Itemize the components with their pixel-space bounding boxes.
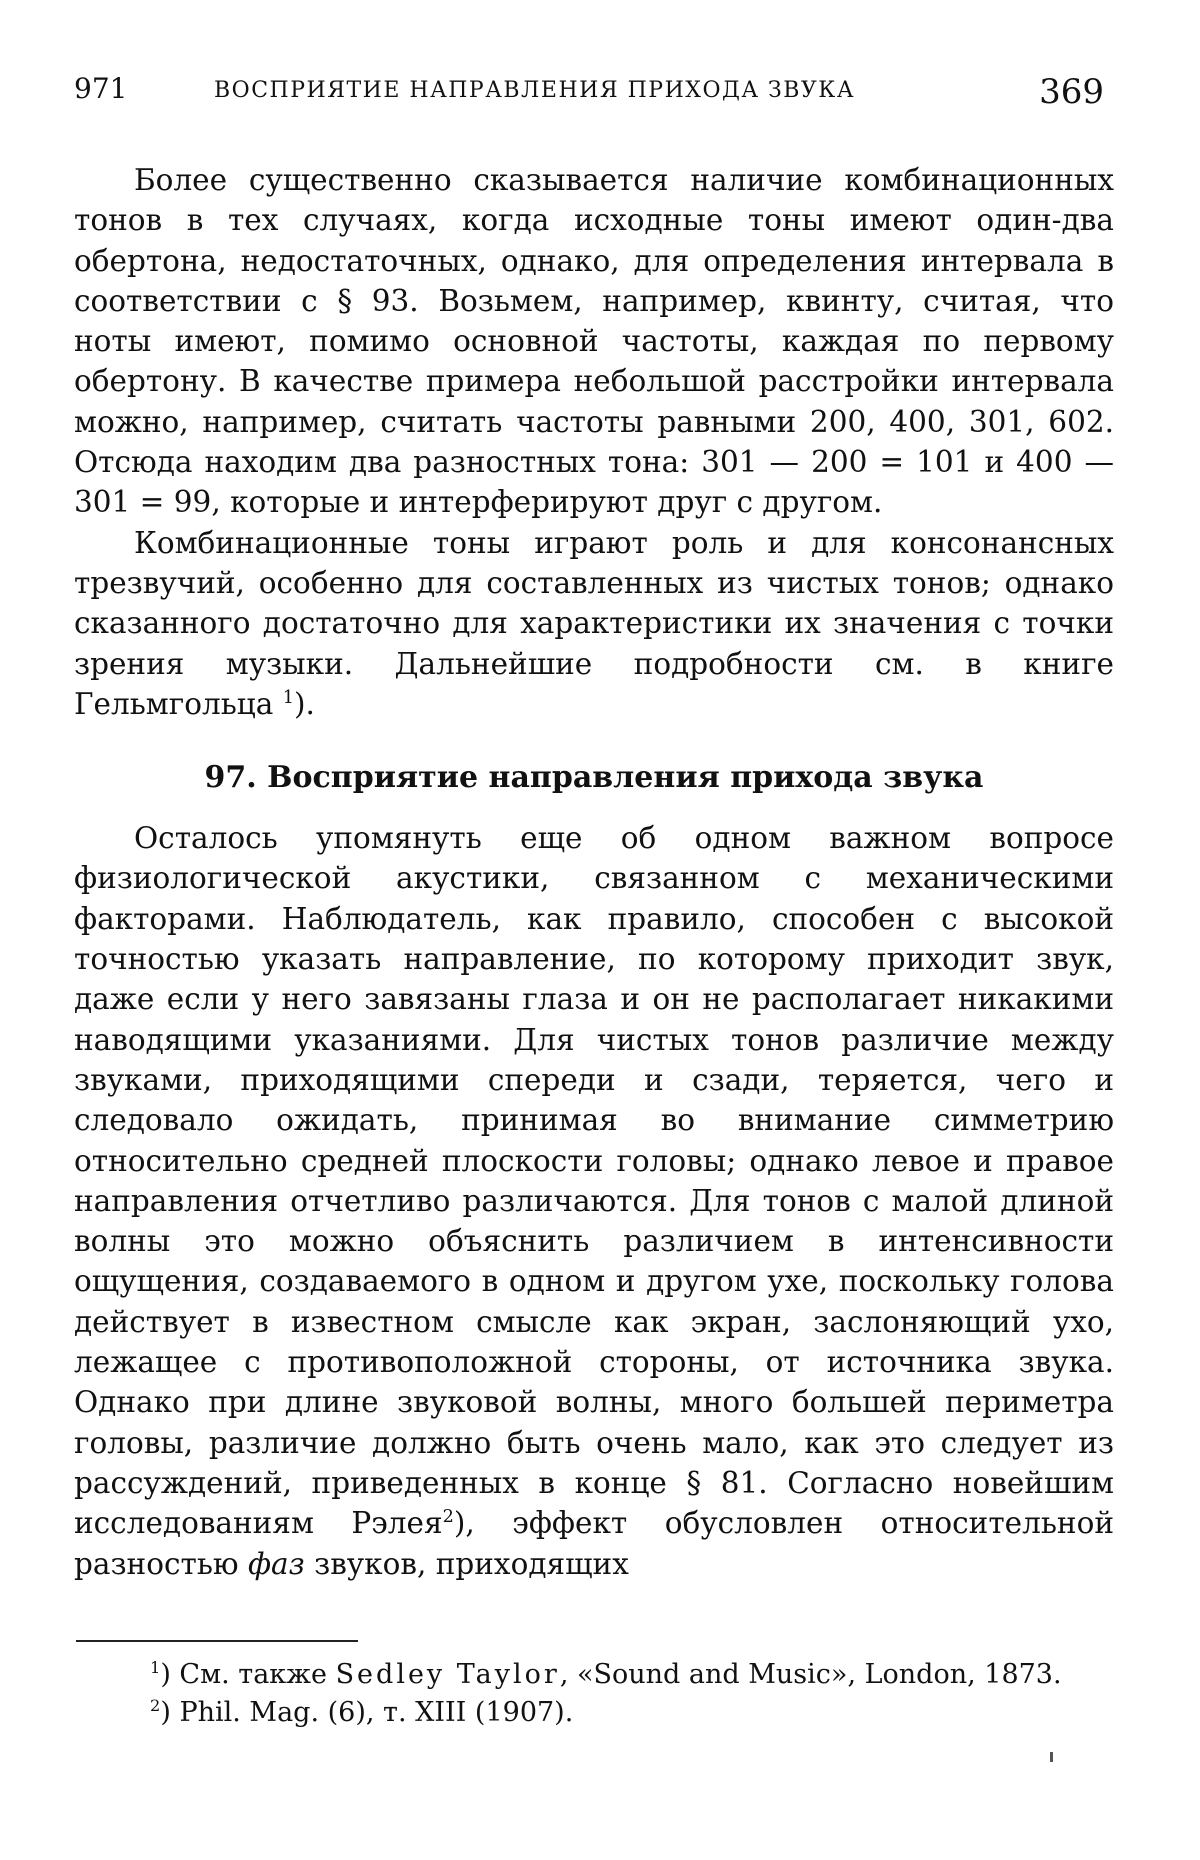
footnote-1-mark: 1 xyxy=(150,1658,161,1677)
page-number: 369 xyxy=(1039,72,1104,112)
paragraph-2-tail: ). xyxy=(293,686,315,721)
paragraph-1: Более существенно сказывается наличие комбинационных тонов в тех случаях, когда исходные тоны имеют один-два обертона, недостаточных, однако, для определения интервала в соответствии с § 93. Возьмем, например, квинту, считая, что ноты имеют, помимо основной частоты, каждая по первому обертону. В качестве примера небольшой расстройки интервала можно, например, считать частоты равными 200, 400, 301, 602. Отсюда находим два разностных тона: 301 — 200 = 101 и 400 — 301 = 99, которые и интерферируют друг с другом. xyxy=(74,163,1114,520)
footnote-1-prefix: ) См. также xyxy=(160,1659,336,1690)
footnote-2-prefix: ) xyxy=(160,1697,180,1728)
paragraph-3-part-1: Осталось упомянуть еще об одном важном вопросе физиологической акустики, связанном с механическими факторами. Наблюдатель, как правило, способен с высокой точностью указать направление, по которому приходит звук, даже если у него завязаны глаза и он не располагает никакими наводящими указаниями. Для чистых тонов различие между звуками, приходящими спереди и сзади, теряется, чего и следовало ожидать, принимая во внимание симметрию относительно средней плоскости головы; однако левое и правое направления отчетливо различаются. Для тонов с малой длиной волны это можно объяснить различием в интенсивности ощущения, создаваемого в одном и другом ухе, поскольку голова действует в известном смысле как экран, заслоняющий ухо, лежащее с противоположной стороны, от источника звука. Однако при длине звуковой волны, много большей периметра головы, различие должно быть очень мало, как это следует из рассуждений, приведенных в конце § 81. Согласно новейшим исследованиям Рэлея xyxy=(74,821,1114,1541)
footnotes xyxy=(74,1656,1114,1732)
paragraph-2 xyxy=(74,523,1114,724)
footnote-1 xyxy=(74,1656,1114,1694)
footnote-1-rest: , «Sound and Music», London, 1873. xyxy=(559,1659,1062,1690)
footnote-separator xyxy=(76,1640,358,1642)
footnote-2-mark: 2 xyxy=(150,1696,161,1715)
paragraph-3 xyxy=(74,818,1114,1584)
footnote-ref-2: 2 xyxy=(442,1507,454,1528)
footnote-1-author: Sedley Taylor xyxy=(335,1659,560,1690)
paragraph-3-part-3: звуков, приходящих xyxy=(304,1546,629,1581)
running-head xyxy=(74,72,1120,112)
running-head-left-number: 971 xyxy=(74,72,128,105)
paragraph-3-part-2: ), эффект обусловлен относительной разностью xyxy=(74,1506,1115,1581)
paragraph-2-text: Комбинационные тоны играют роль и для консонансных трезвучий, особенно для составленных из чистых тонов; однако сказанного достаточно для характеристики их значения с точки зрения музыки. Дальнейшие подробности см. в книге Гельмгольца xyxy=(74,525,1114,721)
footnote-2 xyxy=(74,1694,1114,1732)
paragraph-3-italic-word: фаз xyxy=(247,1546,305,1581)
print-speck xyxy=(1050,1752,1053,1762)
footnote-2-rest: Phil. Mag. (6), т. XIII (1907). xyxy=(179,1697,574,1728)
section-heading: 97. Восприятие направления прихода звука xyxy=(204,760,984,796)
running-head-title: ВОСПРИЯТИЕ НАПРАВЛЕНИЯ ПРИХОДА ЗВУКА xyxy=(214,78,855,103)
body-text xyxy=(74,160,1114,1584)
footnote-ref-1: 1 xyxy=(282,688,294,709)
